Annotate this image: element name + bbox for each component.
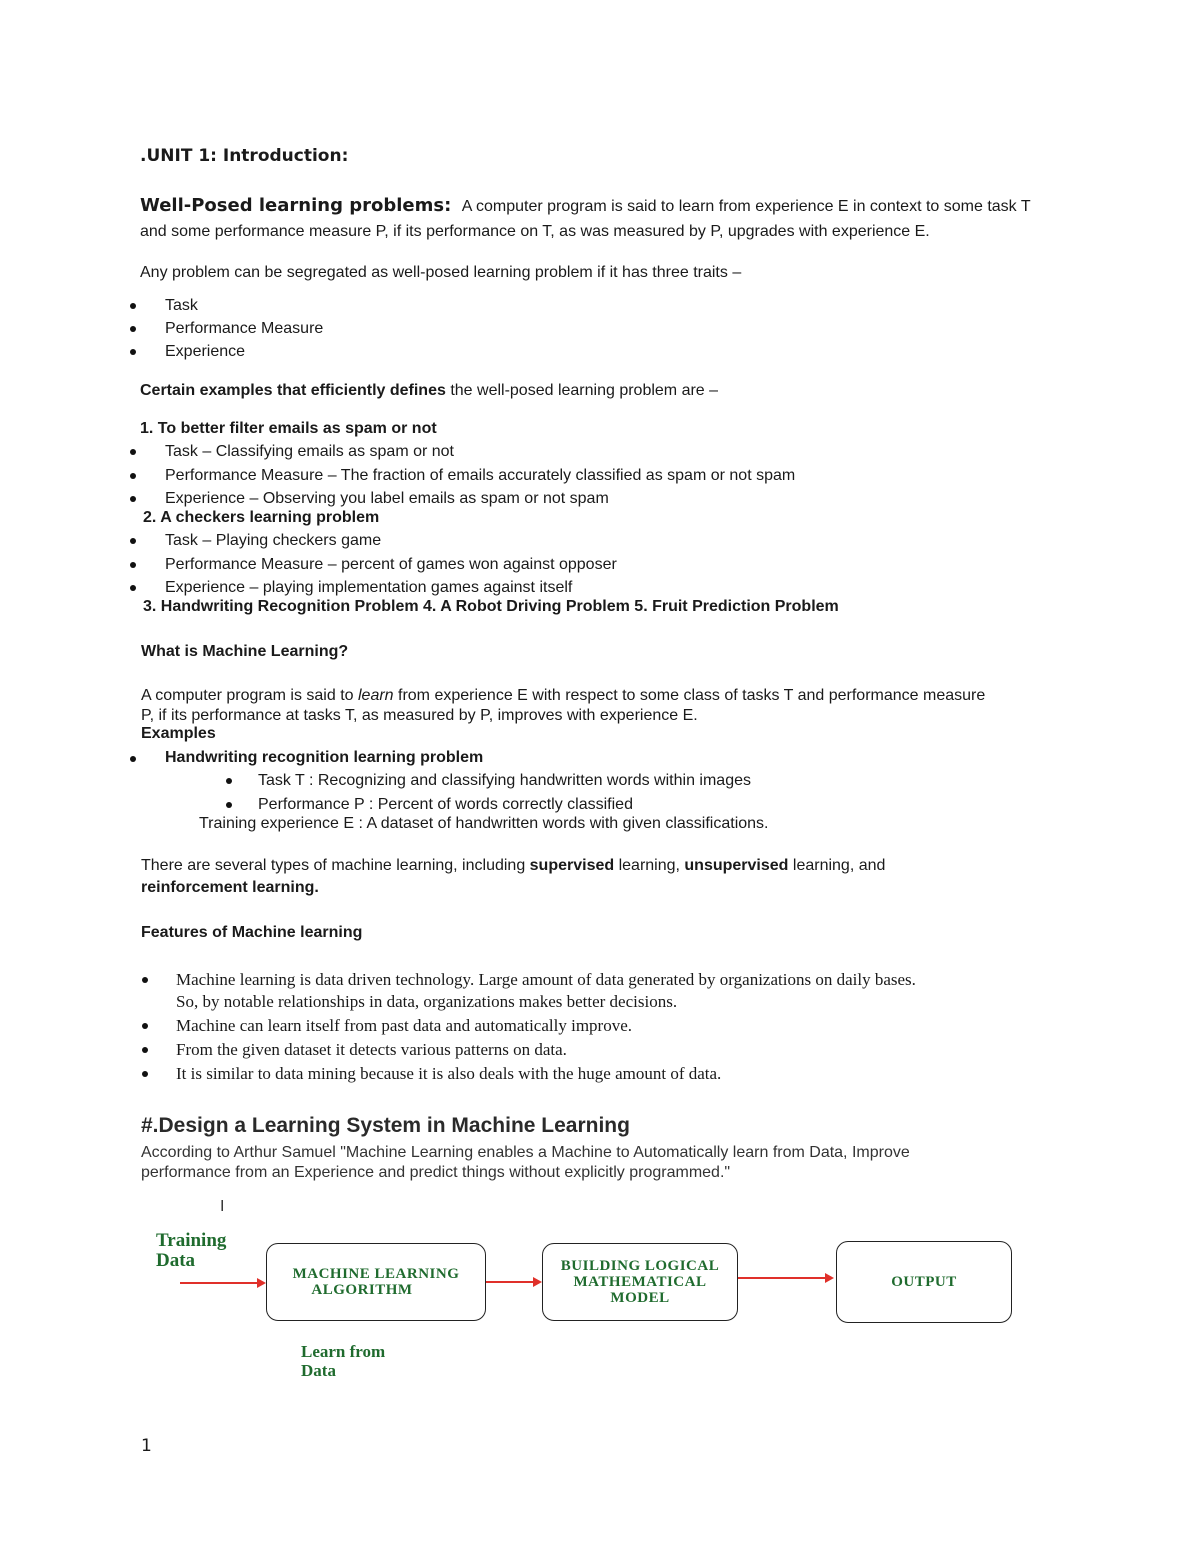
learn-line1: Learn from xyxy=(301,1342,386,1361)
learn-line2: Data xyxy=(301,1361,336,1380)
bullet-icon xyxy=(142,1047,148,1053)
well-posed-text-2: and some performance measure P, if its performance on T, as was measured by P, upgrades with experience E. xyxy=(140,223,930,240)
well-posed-heading: Well-Posed learning problems: xyxy=(140,195,452,216)
example2-item: Task – Playing checkers game xyxy=(165,532,382,549)
bullet-icon xyxy=(142,1023,148,1029)
design-text-1: According to Arthur Samuel "Machine Learning enables a Machine to Automatically learn from Data, Improve xyxy=(141,1144,910,1161)
what-is-ml-heading: What is Machine Learning? xyxy=(141,643,349,660)
ml-def-post: from experience E with respect to some class of tasks T and performance measure xyxy=(393,687,986,704)
design-text-2: performance from an Experience and predict things without explicitly programmed." xyxy=(141,1164,731,1181)
example1-item: Performance Measure – The fraction of emails accurately classified as spam or not spam xyxy=(165,467,796,484)
examples-label: Examples xyxy=(141,725,216,742)
example2-item: Experience – playing implementation games against itself xyxy=(165,579,573,596)
examples-intro-bold: Certain examples that efficiently defines xyxy=(140,382,446,399)
training-experience: Training experience E : A dataset of handwritten words with given classifications. xyxy=(199,815,769,832)
arrow-line xyxy=(486,1281,534,1283)
feature-item: Machine can learn itself from past data and automatically improve. xyxy=(176,1016,632,1035)
feature-item: It is similar to data mining because it is also deals with the huge amount of data. xyxy=(176,1064,722,1083)
training-data-line1: Training xyxy=(156,1230,227,1251)
box3-label: OUTPUT xyxy=(891,1274,957,1290)
ml-definition-line1 xyxy=(141,687,985,705)
bullet-icon xyxy=(130,756,136,762)
bullet-icon xyxy=(226,778,232,784)
example3-line: 3. Handwriting Recognition Problem 4. A Robot Driving Problem 5. Fruit Prediction Problem xyxy=(143,598,839,615)
unit-title: .UNIT 1: Introduction: xyxy=(140,146,349,166)
examples-intro-rest: the well-posed learning problem are – xyxy=(450,382,719,399)
well-posed-text-1: A computer program is said to learn from experience E in context to some task T xyxy=(461,198,1031,215)
feature-item: Machine learning is data driven technology. Large amount of data generated by organizations on daily bases. xyxy=(176,970,916,989)
bullet-icon xyxy=(130,449,136,455)
bullet-icon xyxy=(226,802,232,808)
output-box xyxy=(836,1241,1012,1323)
example1-title: 1. To better filter emails as spam or not xyxy=(140,420,437,437)
page-number: 1 xyxy=(141,1436,152,1456)
arrow-head-icon xyxy=(533,1277,542,1287)
arrow-line xyxy=(738,1277,826,1279)
trait-item: Experience xyxy=(165,343,246,360)
box1-line2: ALGORITHM xyxy=(311,1282,413,1298)
box2-line3: MODEL xyxy=(610,1290,670,1306)
learn-from-data-label xyxy=(301,1342,385,1380)
bullet-icon xyxy=(130,496,136,502)
arrow-line xyxy=(180,1282,258,1284)
bullet-icon xyxy=(130,538,136,544)
training-data-label xyxy=(156,1231,226,1271)
types-mid2: learning, and xyxy=(788,857,886,874)
example1-item: Experience – Observing you label emails as spam or not spam xyxy=(165,490,609,507)
example1-item: Task – Classifying emails as spam or not xyxy=(165,443,454,460)
bullet-icon xyxy=(130,326,136,332)
arrow-head-icon xyxy=(257,1278,266,1288)
types-line1 xyxy=(141,857,885,875)
examples-intro xyxy=(140,382,718,400)
trait-item: Task xyxy=(165,297,198,314)
types-mid1: learning, xyxy=(614,857,685,874)
text-cursor-icon: I xyxy=(220,1198,225,1215)
ml-def-em: learn xyxy=(357,687,394,704)
bullet-icon xyxy=(142,1071,148,1077)
design-heading: #.Design a Learning System in Machine Learning xyxy=(141,1114,630,1137)
bullet-icon xyxy=(130,473,136,479)
bullet-icon xyxy=(130,303,136,309)
feature-item: From the given dataset it detects various patterns on data. xyxy=(176,1040,567,1059)
training-data-line2: Data xyxy=(156,1250,196,1271)
box2-line1: BUILDING LOGICAL xyxy=(560,1258,720,1274)
hw-sub-item: Performance P : Percent of words correctly classified xyxy=(258,796,633,813)
types-line2: reinforcement learning. xyxy=(141,879,319,896)
ml-def-pre: A computer program is said to xyxy=(141,687,358,704)
hw-problem: Handwriting recognition learning problem xyxy=(165,749,484,766)
bullet-icon xyxy=(142,977,148,983)
feature-item-continued: So, by notable relationships in data, organizations makes better decisions. xyxy=(176,992,678,1011)
logical-model-box xyxy=(542,1243,738,1321)
hw-sub-item: Task T : Recognizing and classifying handwritten words within images xyxy=(258,772,751,789)
traits-intro: Any problem can be segregated as well-posed learning problem if it has three traits – xyxy=(140,264,742,281)
types-supervised: supervised xyxy=(529,857,615,874)
ml-definition-line2: P, if its performance at tasks T, as measured by P, improves with experience E. xyxy=(141,707,698,724)
box2-line2: MATHEMATICAL xyxy=(573,1274,707,1290)
arrow-head-icon xyxy=(825,1273,834,1283)
well-posed-paragraph-line1 xyxy=(140,195,1031,216)
bullet-icon xyxy=(130,562,136,568)
box1-line1: MACHINE LEARNING xyxy=(292,1266,460,1282)
types-unsupervised: unsupervised xyxy=(684,857,789,874)
trait-item: Performance Measure xyxy=(165,320,324,337)
bullet-icon xyxy=(130,585,136,591)
features-heading: Features of Machine learning xyxy=(141,924,363,941)
example2-item: Performance Measure – percent of games won against opposer xyxy=(165,556,617,573)
bullet-icon xyxy=(130,349,136,355)
example2-title: 2. A checkers learning problem xyxy=(143,509,380,526)
types-pre: There are several types of machine learning, including xyxy=(141,857,530,874)
ml-algorithm-box xyxy=(266,1243,486,1321)
